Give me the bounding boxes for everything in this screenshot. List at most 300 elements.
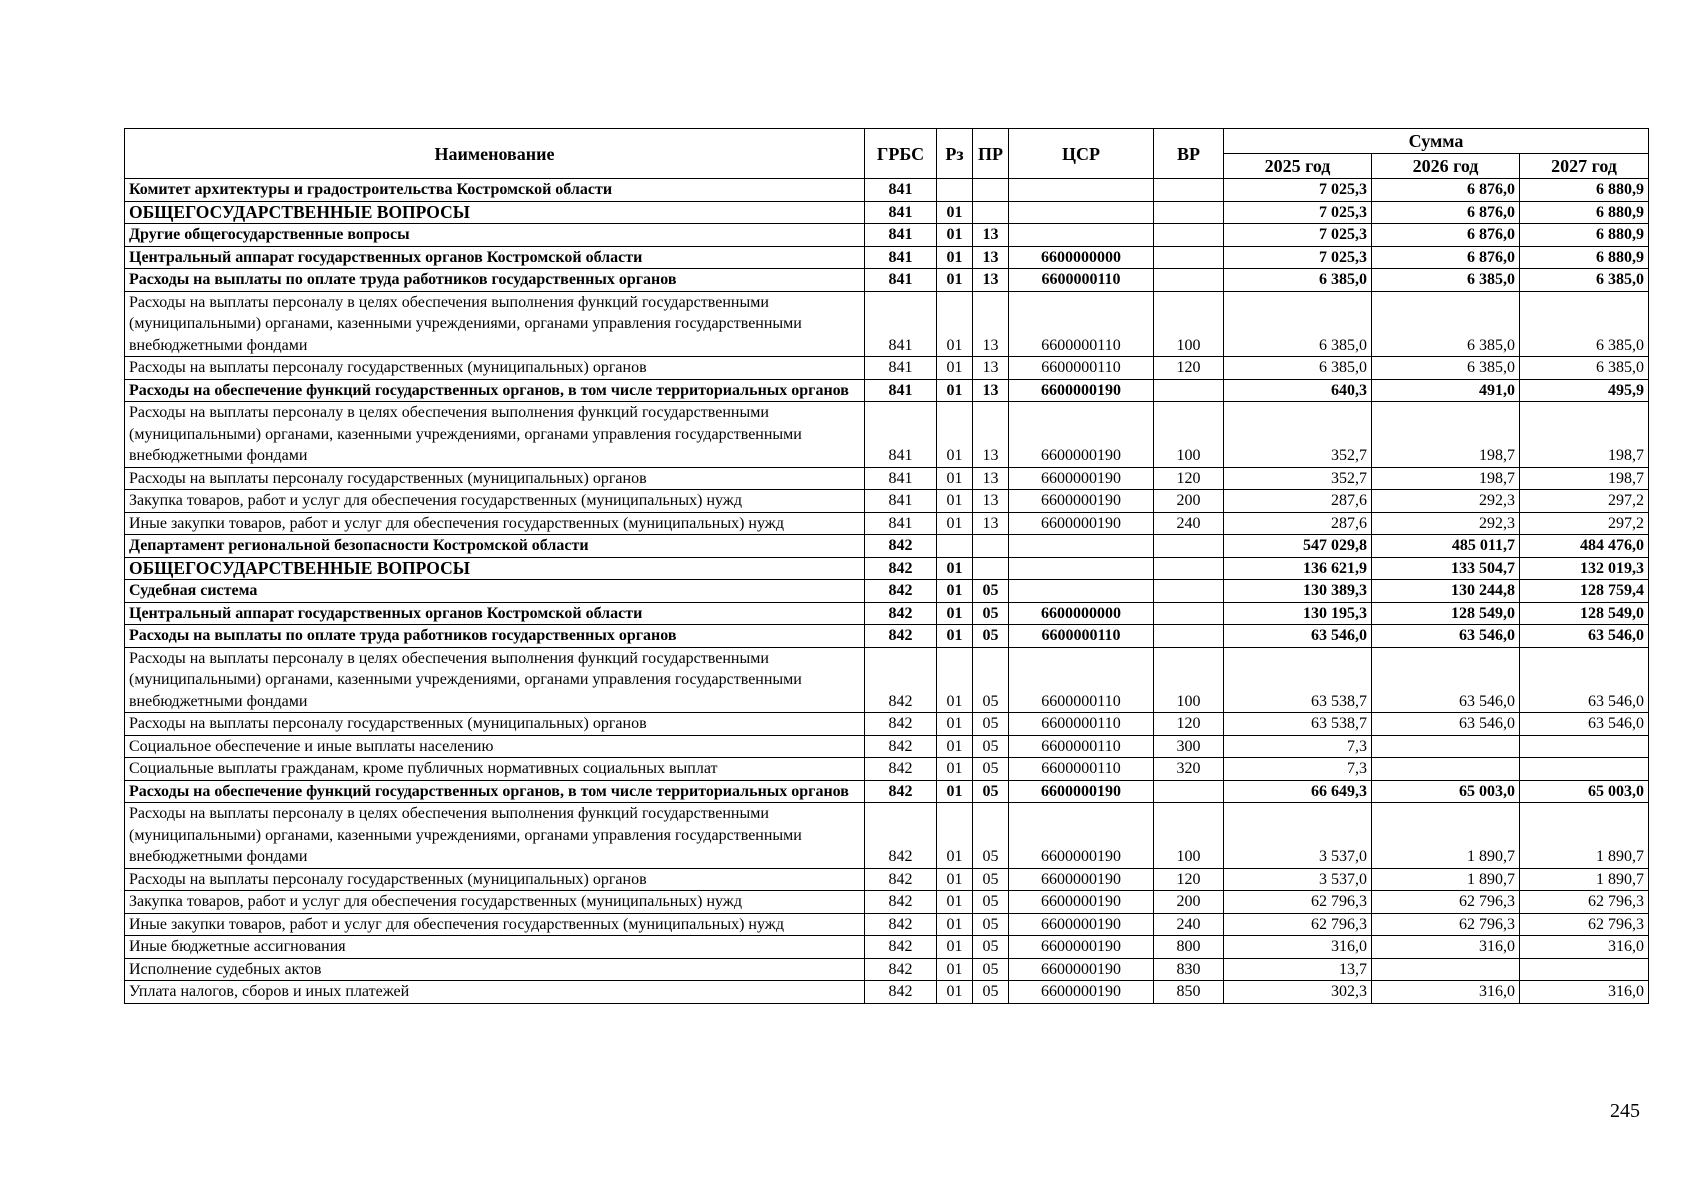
header-year-2026: 2026 год xyxy=(1372,154,1520,179)
table-header xyxy=(125,129,1649,179)
cell-grbs: 841 xyxy=(865,402,937,468)
cell-vr: 200 xyxy=(1154,490,1224,513)
table-row xyxy=(125,913,1649,936)
cell-name: Иные закупки товаров, работ и услуг для обеспечения государственных (муниципальных) нужд xyxy=(125,913,865,936)
cell-csr: 6600000190 xyxy=(1009,467,1154,490)
cell-grbs: 842 xyxy=(865,647,937,713)
cell-2025: 7 025,3 xyxy=(1224,224,1372,247)
cell-2025: 7 025,3 xyxy=(1224,246,1372,269)
cell-2027: 6 880,9 xyxy=(1520,224,1649,247)
cell-rz: 01 xyxy=(937,868,973,891)
cell-grbs: 842 xyxy=(865,891,937,914)
cell-2025: 287,6 xyxy=(1224,512,1372,535)
cell-2026: 63 546,0 xyxy=(1372,713,1520,736)
cell-2027: 6 385,0 xyxy=(1520,269,1649,292)
cell-pr: 05 xyxy=(973,936,1009,959)
cell-vr: 800 xyxy=(1154,936,1224,959)
cell-name: Иные закупки товаров, работ и услуг для обеспечения государственных (муниципальных) нужд xyxy=(125,512,865,535)
cell-2025: 6 385,0 xyxy=(1224,269,1372,292)
cell-vr xyxy=(1154,379,1224,402)
cell-2027: 6 880,9 xyxy=(1520,179,1649,202)
cell-2025: 7,3 xyxy=(1224,735,1372,758)
cell-2027: 62 796,3 xyxy=(1520,891,1649,914)
cell-2026: 1 890,7 xyxy=(1372,803,1520,869)
cell-2027: 132 019,3 xyxy=(1520,557,1649,580)
cell-pr: 05 xyxy=(973,602,1009,625)
cell-csr: 6600000110 xyxy=(1009,625,1154,648)
cell-rz: 01 xyxy=(937,647,973,713)
cell-rz: 01 xyxy=(937,913,973,936)
cell-name: Судебная система xyxy=(125,580,865,603)
cell-2026: 62 796,3 xyxy=(1372,891,1520,914)
cell-csr: 6600000190 xyxy=(1009,803,1154,869)
cell-vr: 120 xyxy=(1154,467,1224,490)
cell-2027: 63 546,0 xyxy=(1520,713,1649,736)
cell-name: Департамент региональной безопасности Костромской области xyxy=(125,535,865,558)
cell-grbs: 842 xyxy=(865,913,937,936)
cell-2025: 7,3 xyxy=(1224,758,1372,781)
cell-name: Расходы на выплаты по оплате труда работников государственных органов xyxy=(125,269,865,292)
cell-name: Расходы на обеспечение функций государственных органов, в том числе территориальных органов xyxy=(125,379,865,402)
cell-vr: 830 xyxy=(1154,958,1224,981)
cell-2027: 6 385,0 xyxy=(1520,357,1649,380)
cell-name: ОБЩЕГОСУДАРСТВЕННЫЕ ВОПРОСЫ xyxy=(125,557,865,580)
table-row xyxy=(125,758,1649,781)
table-row xyxy=(125,201,1649,224)
cell-csr: 6600000190 xyxy=(1009,780,1154,803)
cell-name: Закупка товаров, работ и услуг для обеспечения государственных (муниципальных) нужд xyxy=(125,490,865,513)
page-number: 245 xyxy=(1610,1100,1640,1122)
cell-rz: 01 xyxy=(937,803,973,869)
cell-2027: 6 880,9 xyxy=(1520,201,1649,224)
table-row xyxy=(125,647,1649,713)
cell-rz: 01 xyxy=(937,291,973,357)
header-name: Наименование xyxy=(125,129,865,179)
cell-vr: 320 xyxy=(1154,758,1224,781)
cell-2027: 198,7 xyxy=(1520,402,1649,468)
cell-rz: 01 xyxy=(937,402,973,468)
cell-2025: 13,7 xyxy=(1224,958,1372,981)
cell-2027: 1 890,7 xyxy=(1520,868,1649,891)
cell-2026: 485 011,7 xyxy=(1372,535,1520,558)
header-vr: ВР xyxy=(1154,129,1224,179)
header-sum: Сумма xyxy=(1224,129,1649,154)
cell-csr: 6600000110 xyxy=(1009,357,1154,380)
table-row xyxy=(125,803,1649,869)
cell-vr xyxy=(1154,602,1224,625)
cell-csr xyxy=(1009,224,1154,247)
cell-vr: 120 xyxy=(1154,357,1224,380)
cell-pr xyxy=(973,179,1009,202)
cell-2025: 6 385,0 xyxy=(1224,291,1372,357)
cell-name: Исполнение судебных актов xyxy=(125,958,865,981)
cell-name: Центральный аппарат государственных органов Костромской области xyxy=(125,246,865,269)
cell-rz: 01 xyxy=(937,580,973,603)
cell-grbs: 841 xyxy=(865,201,937,224)
cell-rz: 01 xyxy=(937,224,973,247)
cell-pr: 05 xyxy=(973,981,1009,1004)
cell-name: Другие общегосударственные вопросы xyxy=(125,224,865,247)
cell-2025: 7 025,3 xyxy=(1224,201,1372,224)
table-row xyxy=(125,467,1649,490)
cell-grbs: 842 xyxy=(865,535,937,558)
cell-pr: 05 xyxy=(973,647,1009,713)
cell-pr xyxy=(973,535,1009,558)
table-row xyxy=(125,246,1649,269)
cell-csr: 6600000190 xyxy=(1009,868,1154,891)
cell-name: Расходы на выплаты персоналу в целях обеспечения выполнения функций государственными (муниципальными) органами, казенными учреждениями, органами управления государственными внебюджетными фондами xyxy=(125,291,865,357)
cell-pr: 13 xyxy=(973,269,1009,292)
cell-grbs: 841 xyxy=(865,269,937,292)
cell-2026: 6 876,0 xyxy=(1372,201,1520,224)
cell-pr: 05 xyxy=(973,868,1009,891)
table-row xyxy=(125,735,1649,758)
cell-csr: 6600000110 xyxy=(1009,758,1154,781)
cell-2026: 65 003,0 xyxy=(1372,780,1520,803)
cell-csr: 6600000110 xyxy=(1009,291,1154,357)
budget-table xyxy=(124,128,1649,1004)
cell-2025: 316,0 xyxy=(1224,936,1372,959)
cell-2027: 128 759,4 xyxy=(1520,580,1649,603)
cell-name: Расходы на выплаты персоналу государственных (муниципальных) органов xyxy=(125,713,865,736)
cell-pr: 13 xyxy=(973,467,1009,490)
cell-csr: 6600000110 xyxy=(1009,713,1154,736)
cell-pr: 05 xyxy=(973,958,1009,981)
cell-2025: 62 796,3 xyxy=(1224,913,1372,936)
cell-grbs: 841 xyxy=(865,467,937,490)
table-row xyxy=(125,512,1649,535)
cell-csr: 6600000000 xyxy=(1009,602,1154,625)
cell-vr xyxy=(1154,224,1224,247)
cell-vr xyxy=(1154,557,1224,580)
header-rz: Рз xyxy=(937,129,973,179)
cell-2026: 491,0 xyxy=(1372,379,1520,402)
cell-2026: 198,7 xyxy=(1372,402,1520,468)
cell-name: Расходы на выплаты персоналу в целях обеспечения выполнения функций государственными (муниципальными) органами, казенными учреждениями, органами управления государственными внебюджетными фондами xyxy=(125,803,865,869)
cell-2026: 6 876,0 xyxy=(1372,224,1520,247)
cell-pr: 13 xyxy=(973,490,1009,513)
cell-2026: 292,3 xyxy=(1372,512,1520,535)
cell-csr: 6600000110 xyxy=(1009,735,1154,758)
cell-rz: 01 xyxy=(937,713,973,736)
cell-grbs: 841 xyxy=(865,490,937,513)
cell-name: Расходы на выплаты персоналу государственных (муниципальных) органов xyxy=(125,357,865,380)
cell-rz: 01 xyxy=(937,490,973,513)
table-row xyxy=(125,291,1649,357)
cell-2026: 6 876,0 xyxy=(1372,246,1520,269)
cell-vr: 200 xyxy=(1154,891,1224,914)
cell-grbs: 841 xyxy=(865,357,937,380)
cell-2027: 63 546,0 xyxy=(1520,625,1649,648)
cell-grbs: 841 xyxy=(865,379,937,402)
cell-rz: 01 xyxy=(937,602,973,625)
table-row xyxy=(125,557,1649,580)
cell-2027: 63 546,0 xyxy=(1520,647,1649,713)
cell-2026: 6 385,0 xyxy=(1372,269,1520,292)
cell-2027: 6 880,9 xyxy=(1520,246,1649,269)
cell-grbs: 842 xyxy=(865,758,937,781)
cell-pr: 05 xyxy=(973,913,1009,936)
cell-vr xyxy=(1154,201,1224,224)
cell-2027: 6 385,0 xyxy=(1520,291,1649,357)
table-row xyxy=(125,179,1649,202)
cell-name: Комитет архитектуры и градостроительства Костромской области xyxy=(125,179,865,202)
cell-vr: 100 xyxy=(1154,647,1224,713)
table-row xyxy=(125,713,1649,736)
cell-2025: 352,7 xyxy=(1224,402,1372,468)
cell-pr: 05 xyxy=(973,735,1009,758)
cell-pr: 05 xyxy=(973,625,1009,648)
cell-2026: 130 244,8 xyxy=(1372,580,1520,603)
cell-name: Уплата налогов, сборов и иных платежей xyxy=(125,981,865,1004)
cell-grbs: 842 xyxy=(865,868,937,891)
cell-name: Расходы на выплаты персоналу в целях обеспечения выполнения функций государственными (муниципальными) органами, казенными учреждениями, органами управления государственными внебюджетными фондами xyxy=(125,647,865,713)
cell-2027: 128 549,0 xyxy=(1520,602,1649,625)
cell-csr: 6600000190 xyxy=(1009,402,1154,468)
cell-rz: 01 xyxy=(937,557,973,580)
cell-csr: 6600000190 xyxy=(1009,936,1154,959)
header-pr: ПР xyxy=(973,129,1009,179)
cell-2027 xyxy=(1520,958,1649,981)
cell-2025: 3 537,0 xyxy=(1224,868,1372,891)
cell-csr xyxy=(1009,557,1154,580)
cell-2026: 316,0 xyxy=(1372,936,1520,959)
cell-name: Центральный аппарат государственных органов Костромской области xyxy=(125,602,865,625)
cell-csr: 6600000190 xyxy=(1009,958,1154,981)
cell-rz: 01 xyxy=(937,246,973,269)
table-row xyxy=(125,402,1649,468)
cell-2026 xyxy=(1372,958,1520,981)
cell-grbs: 841 xyxy=(865,179,937,202)
cell-2026 xyxy=(1372,758,1520,781)
cell-2025: 287,6 xyxy=(1224,490,1372,513)
cell-vr xyxy=(1154,780,1224,803)
cell-2026: 6 385,0 xyxy=(1372,357,1520,380)
cell-csr: 6600000110 xyxy=(1009,647,1154,713)
cell-grbs: 842 xyxy=(865,580,937,603)
cell-rz xyxy=(937,535,973,558)
table-row xyxy=(125,269,1649,292)
cell-name: Расходы на выплаты персоналу государственных (муниципальных) органов xyxy=(125,868,865,891)
cell-rz: 01 xyxy=(937,625,973,648)
cell-2025: 6 385,0 xyxy=(1224,357,1372,380)
cell-vr: 120 xyxy=(1154,868,1224,891)
cell-2026 xyxy=(1372,735,1520,758)
cell-2025: 640,3 xyxy=(1224,379,1372,402)
cell-pr: 05 xyxy=(973,891,1009,914)
cell-2025: 130 389,3 xyxy=(1224,580,1372,603)
table-row xyxy=(125,936,1649,959)
cell-2027: 1 890,7 xyxy=(1520,803,1649,869)
cell-grbs: 842 xyxy=(865,958,937,981)
cell-2027: 484 476,0 xyxy=(1520,535,1649,558)
cell-rz: 01 xyxy=(937,467,973,490)
cell-2026: 63 546,0 xyxy=(1372,625,1520,648)
cell-vr: 850 xyxy=(1154,981,1224,1004)
cell-rz: 01 xyxy=(937,958,973,981)
cell-vr: 120 xyxy=(1154,713,1224,736)
cell-vr xyxy=(1154,269,1224,292)
cell-pr: 13 xyxy=(973,379,1009,402)
cell-csr: 6600000190 xyxy=(1009,891,1154,914)
cell-2026: 63 546,0 xyxy=(1372,647,1520,713)
cell-vr: 300 xyxy=(1154,735,1224,758)
cell-2025: 3 537,0 xyxy=(1224,803,1372,869)
cell-pr: 05 xyxy=(973,713,1009,736)
cell-csr xyxy=(1009,535,1154,558)
table-row xyxy=(125,958,1649,981)
cell-rz: 01 xyxy=(937,780,973,803)
cell-grbs: 841 xyxy=(865,246,937,269)
cell-name: Иные бюджетные ассигнования xyxy=(125,936,865,959)
cell-csr xyxy=(1009,179,1154,202)
cell-2027: 297,2 xyxy=(1520,490,1649,513)
cell-2026: 6 385,0 xyxy=(1372,291,1520,357)
cell-2025: 136 621,9 xyxy=(1224,557,1372,580)
cell-pr: 05 xyxy=(973,580,1009,603)
cell-grbs: 841 xyxy=(865,512,937,535)
cell-grbs: 842 xyxy=(865,557,937,580)
cell-2026: 1 890,7 xyxy=(1372,868,1520,891)
cell-vr xyxy=(1154,580,1224,603)
table-row xyxy=(125,379,1649,402)
cell-grbs: 842 xyxy=(865,602,937,625)
cell-pr: 05 xyxy=(973,780,1009,803)
cell-vr: 100 xyxy=(1154,291,1224,357)
cell-grbs: 842 xyxy=(865,803,937,869)
cell-name: Расходы на выплаты по оплате труда работников государственных органов xyxy=(125,625,865,648)
cell-2026: 316,0 xyxy=(1372,981,1520,1004)
table-row xyxy=(125,580,1649,603)
cell-pr: 05 xyxy=(973,803,1009,869)
table-row xyxy=(125,490,1649,513)
cell-rz: 01 xyxy=(937,981,973,1004)
cell-2026: 292,3 xyxy=(1372,490,1520,513)
cell-rz xyxy=(937,179,973,202)
cell-2025: 352,7 xyxy=(1224,467,1372,490)
cell-rz: 01 xyxy=(937,891,973,914)
cell-pr: 05 xyxy=(973,758,1009,781)
cell-csr: 6600000000 xyxy=(1009,246,1154,269)
cell-2026: 6 876,0 xyxy=(1372,179,1520,202)
cell-2025: 7 025,3 xyxy=(1224,179,1372,202)
cell-2027 xyxy=(1520,758,1649,781)
header-grbs: ГРБС xyxy=(865,129,937,179)
header-year-2025: 2025 год xyxy=(1224,154,1372,179)
table-row xyxy=(125,780,1649,803)
table-row xyxy=(125,224,1649,247)
cell-csr xyxy=(1009,201,1154,224)
cell-pr xyxy=(973,201,1009,224)
cell-2025: 63 538,7 xyxy=(1224,647,1372,713)
cell-rz: 01 xyxy=(937,512,973,535)
cell-pr: 13 xyxy=(973,512,1009,535)
cell-vr: 240 xyxy=(1154,512,1224,535)
cell-vr: 100 xyxy=(1154,803,1224,869)
table-row xyxy=(125,602,1649,625)
cell-2025: 62 796,3 xyxy=(1224,891,1372,914)
cell-grbs: 841 xyxy=(865,224,937,247)
cell-2027: 316,0 xyxy=(1520,936,1649,959)
cell-vr: 240 xyxy=(1154,913,1224,936)
cell-2026: 198,7 xyxy=(1372,467,1520,490)
cell-name: Расходы на выплаты персоналу в целях обеспечения выполнения функций государственными (муниципальными) органами, казенными учреждениями, органами управления государственными внебюджетными фондами xyxy=(125,402,865,468)
table-row xyxy=(125,868,1649,891)
cell-2027: 495,9 xyxy=(1520,379,1649,402)
cell-rz: 01 xyxy=(937,201,973,224)
cell-2026: 128 549,0 xyxy=(1372,602,1520,625)
cell-2026: 133 504,7 xyxy=(1372,557,1520,580)
cell-2027: 297,2 xyxy=(1520,512,1649,535)
cell-name: Расходы на обеспечение функций государственных органов, в том числе территориальных органов xyxy=(125,780,865,803)
cell-csr: 6600000110 xyxy=(1009,269,1154,292)
cell-grbs: 842 xyxy=(865,713,937,736)
cell-pr: 13 xyxy=(973,291,1009,357)
cell-csr xyxy=(1009,580,1154,603)
cell-rz: 01 xyxy=(937,357,973,380)
cell-pr: 13 xyxy=(973,224,1009,247)
header-year-2027: 2027 год xyxy=(1520,154,1649,179)
cell-csr: 6600000190 xyxy=(1009,913,1154,936)
cell-grbs: 842 xyxy=(865,625,937,648)
cell-grbs: 841 xyxy=(865,291,937,357)
cell-rz: 01 xyxy=(937,379,973,402)
cell-2025: 66 649,3 xyxy=(1224,780,1372,803)
cell-name: Закупка товаров, работ и услуг для обеспечения государственных (муниципальных) нужд xyxy=(125,891,865,914)
cell-csr: 6600000190 xyxy=(1009,512,1154,535)
cell-vr xyxy=(1154,179,1224,202)
cell-grbs: 842 xyxy=(865,936,937,959)
cell-2027: 62 796,3 xyxy=(1520,913,1649,936)
cell-csr: 6600000190 xyxy=(1009,981,1154,1004)
cell-name: Расходы на выплаты персоналу государственных (муниципальных) органов xyxy=(125,467,865,490)
table-row xyxy=(125,981,1649,1004)
cell-2025: 130 195,3 xyxy=(1224,602,1372,625)
cell-2027: 65 003,0 xyxy=(1520,780,1649,803)
cell-name: ОБЩЕГОСУДАРСТВЕННЫЕ ВОПРОСЫ xyxy=(125,201,865,224)
cell-2025: 63 546,0 xyxy=(1224,625,1372,648)
table-body xyxy=(125,179,1649,1004)
cell-2025: 547 029,8 xyxy=(1224,535,1372,558)
cell-vr xyxy=(1154,246,1224,269)
cell-2026: 62 796,3 xyxy=(1372,913,1520,936)
table-row xyxy=(125,625,1649,648)
cell-2027: 198,7 xyxy=(1520,467,1649,490)
cell-name: Социальное обеспечение и иные выплаты населению xyxy=(125,735,865,758)
cell-rz: 01 xyxy=(937,936,973,959)
cell-pr: 13 xyxy=(973,357,1009,380)
cell-grbs: 842 xyxy=(865,735,937,758)
cell-rz: 01 xyxy=(937,758,973,781)
cell-2027 xyxy=(1520,735,1649,758)
header-csr: ЦСР xyxy=(1009,129,1154,179)
table-row xyxy=(125,891,1649,914)
table-row xyxy=(125,535,1649,558)
cell-2025: 302,3 xyxy=(1224,981,1372,1004)
cell-csr: 6600000190 xyxy=(1009,490,1154,513)
cell-vr xyxy=(1154,625,1224,648)
cell-csr: 6600000190 xyxy=(1009,379,1154,402)
cell-pr: 13 xyxy=(973,402,1009,468)
cell-rz: 01 xyxy=(937,269,973,292)
cell-pr xyxy=(973,557,1009,580)
cell-grbs: 842 xyxy=(865,981,937,1004)
cell-vr: 100 xyxy=(1154,402,1224,468)
cell-grbs: 842 xyxy=(865,780,937,803)
cell-2027: 316,0 xyxy=(1520,981,1649,1004)
cell-vr xyxy=(1154,535,1224,558)
cell-name: Социальные выплаты гражданам, кроме публичных нормативных социальных выплат xyxy=(125,758,865,781)
